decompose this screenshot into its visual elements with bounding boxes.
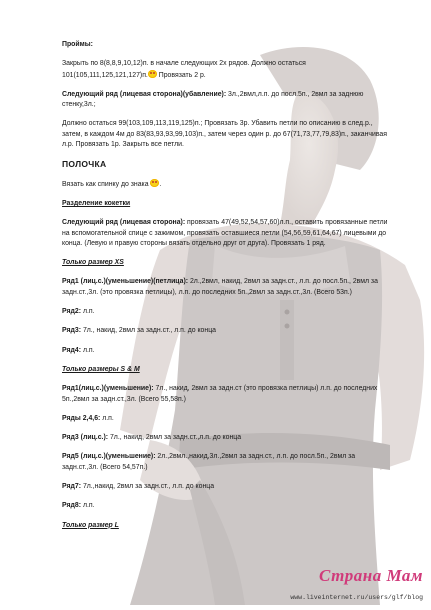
row-text: 7л., накид, 2вмл за задн.ст., л.п. до конца (81, 327, 216, 335)
next-row-text: 3л.,2вмл,л.п. до посл.5п., 2вмл за заднюю стенку,3л.; (62, 90, 364, 109)
row-sm-3 (62, 433, 392, 443)
row-label: Ряды 2,4,6: (62, 414, 101, 422)
row-text: 7л., накид, 2вмл за задн.ст (это провязка петлицы) л.п. до последних 5п.,2вмл за задн.ст.,3л. (Всего 55,58п.) (62, 385, 378, 403)
next-row-label: Следующий ряд (лицевая сторона)(убавление): (62, 90, 227, 98)
razdelenie-label: Следующий ряд (лицевая сторона): (62, 219, 186, 227)
row-text: 2л.,2вмл, накид, 2вмл за задн.ст., л.п. до посл.5п., 2вмл за задн.ст.,3л. (это провязка петлицы), л.п. до последних 5п.,2вмл за задн.ст.,3л. (Всего 53п.) (62, 278, 378, 296)
row-text: л.п. (100, 414, 114, 422)
source-url[interactable]: www.liveinternet.ru/users/glf/blog (290, 594, 423, 601)
row-xs-4 (62, 346, 392, 356)
row-label: Ряд1 (лиц.с.)(уменьшение)(петлица): (62, 278, 189, 286)
row-xs-1 (62, 277, 392, 298)
paragraph-remain: Должно остаться 99(103,109,113,119,125)п.; Провязать 3р. Убавить петли по описанию в след.р., затем, в каждом 4м до 83(83,93,93,99,103)п., затем через один р. до 67(71,73,77,79,83)п., заканчивая л.р. Провязать 1р. Закрыть все петли. (62, 120, 387, 149)
row-text: л.п. (81, 308, 95, 316)
section-heading-proymy: Проймы: (62, 41, 93, 48)
row-sm-7 (62, 482, 392, 492)
smiley-icon (148, 70, 157, 78)
document-body (62, 40, 392, 540)
row-text: 2л.,2вмл.,накид,3л.,2вмл за задн.ст., л.п. до посл.5п., 2вмл за задн.ст.,3л. (Всего 54,57п.) (62, 453, 356, 471)
row-label: Ряд1(лиц.с.)(уменьшение): (62, 385, 154, 393)
row-label: Ряд8: (62, 502, 82, 510)
row-label: Ряд3 (лиц.с.): (62, 434, 109, 442)
row-label: Ряд7: (62, 483, 82, 491)
paragraph-next-row (62, 90, 392, 111)
section-heading-polochka: ПОЛОЧКА (62, 159, 107, 170)
polochka-text: Вязать как спинку до знака (62, 180, 149, 188)
row-xs-3 (62, 326, 392, 336)
paragraph-razdelenie (62, 218, 392, 249)
brand-logo-text: Страна Мам (318, 566, 423, 585)
subheading-size-l: Только размер L (62, 521, 119, 529)
smiley-icon (150, 179, 159, 187)
row-text: 7л., накид, 2вмл за задн.ст.,л.п. до конца (108, 434, 242, 442)
razdelenie-text: провязать 47(49,52,54,57,60)л.п., оставить провязанные петли на вспомогательной спице с зажимом, провязать оставшиеся петли (54,56,59,61,64,67) лицевыми до конца. (Левую и правую стороны вязать отдельно друг от друга). Провязать 1 ряд. (62, 219, 388, 247)
row-text: 7л.,накид, 2вмл за задн.ст., л.п. до конца (81, 483, 215, 491)
row-text: л.п. (81, 346, 95, 354)
row-sm-5 (62, 452, 392, 473)
row-label: Ряд4: (62, 346, 82, 354)
paragraph-polochka: Вязать как спинку до знака . (62, 180, 162, 188)
row-label: Ряд2: (62, 308, 82, 316)
subheading-size-sm: Только размеры S & M (62, 365, 140, 373)
proymy-text: Закрыть по 8(8,8,9,10,12)п. в начале следующих 2х рядов. Должно остаться 101(105,111,125,121,127)п. (62, 60, 306, 79)
watermark (290, 566, 423, 604)
row-sm-246 (62, 414, 392, 424)
proymy-text-end: Провязать 2 р. (156, 71, 206, 79)
row-sm-1 (62, 384, 392, 405)
subheading-size-xs: Только размер XS (62, 259, 124, 267)
row-label: Ряд5 (лиц.с.)(уменьшение): (62, 453, 156, 461)
paragraph-proymy (62, 59, 392, 81)
row-text: л.п. (81, 502, 95, 510)
subheading-razdelenie: Разделение кокетки (62, 199, 131, 207)
row-sm-8 (62, 501, 392, 511)
row-label: Ряд3: (62, 327, 82, 335)
row-xs-2 (62, 307, 392, 317)
